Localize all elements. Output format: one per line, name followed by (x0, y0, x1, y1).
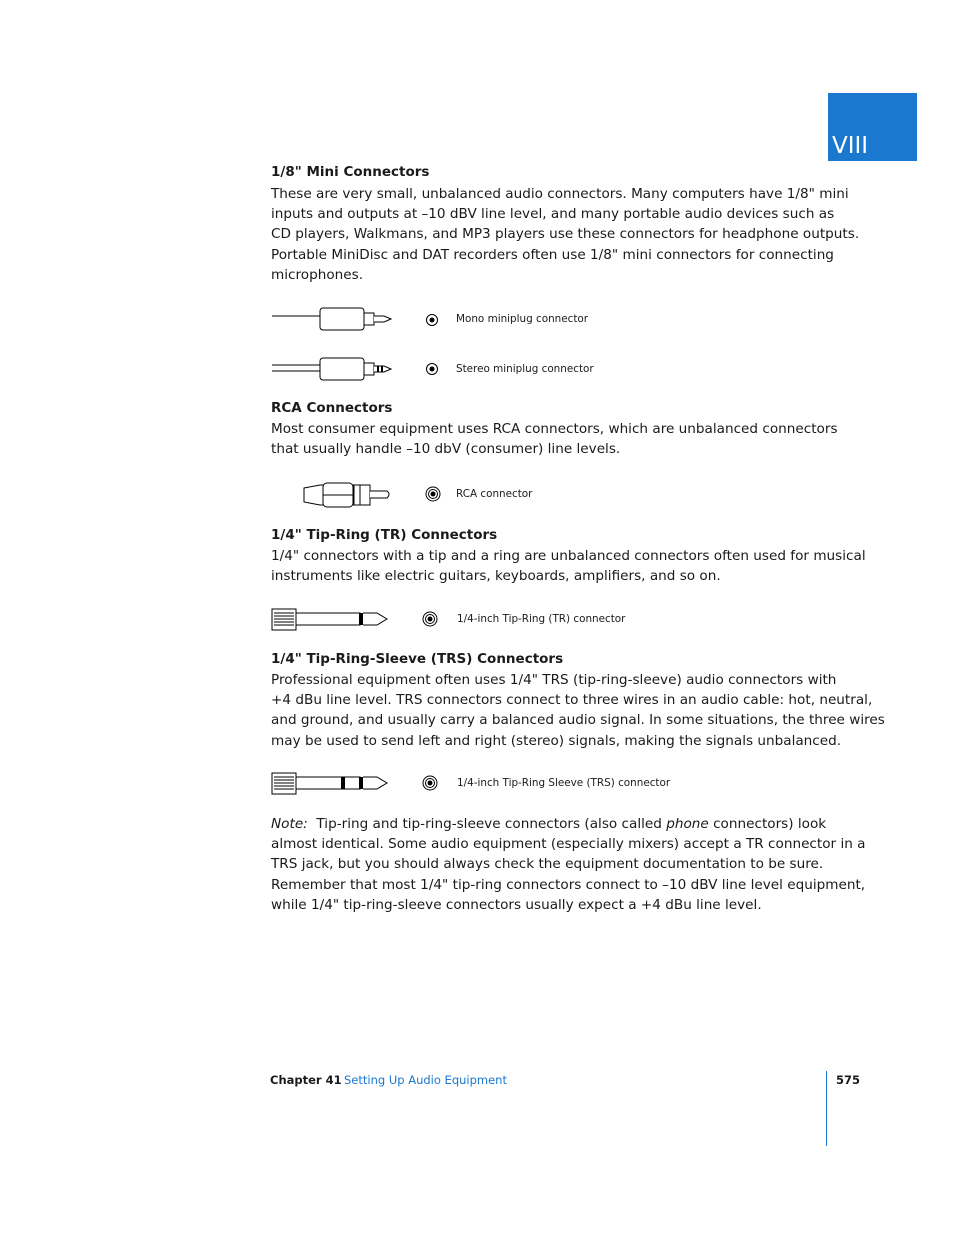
figure-caption: RCA connector (456, 488, 533, 500)
section-body (271, 419, 838, 459)
section-heading: 1/4" Tip-Ring (TR) Connectors (271, 527, 498, 543)
text-line: CD players, Walkmans, and MP3 players use these connectors for headphone outputs. (271, 226, 860, 243)
section-heading: 1/4" Tip-Ring-Sleeve (TRS) Connectors (271, 651, 564, 667)
section-body (271, 184, 859, 285)
rca-connector-illustration (300, 482, 395, 508)
target-icon (425, 486, 441, 502)
chapter-tab-label: VIII (832, 133, 869, 159)
note-paragraph (271, 814, 866, 915)
emphasis: phone (666, 816, 709, 832)
trs-connector-illustration (271, 772, 391, 796)
stereo-miniplug-illustration (272, 356, 402, 384)
text-line: that usually handle –10 dbV (consumer) line levels. (271, 441, 621, 458)
target-icon (422, 611, 438, 627)
text-line: Portable MiniDisc and DAT recorders often use 1/8" mini connectors for connecting (271, 246, 834, 263)
footer-divider (826, 1071, 827, 1146)
figure-caption: Stereo miniplug connector (456, 363, 594, 375)
target-icon (425, 313, 439, 327)
text-line: TRS jack, but you should always check the equipment documentation to be sure. (271, 856, 824, 873)
footer-chapter-link[interactable]: Setting Up Audio Equipment (344, 1073, 507, 1087)
text-line: instruments like electric guitars, keyboards, amplifiers, and so on. (271, 568, 721, 585)
text-line: may be used to send left and right (stereo) signals, making the signals unbalanced. (271, 732, 842, 749)
text-line: +4 dBu line level. TRS connectors connect to three wires in an audio cable: hot, neutral, (271, 692, 873, 709)
text-line: 1/4" connectors with a tip and a ring are unbalanced connectors often used for musical (271, 548, 866, 564)
figure-caption: 1/4-inch Tip-Ring Sleeve (TRS) connector (457, 777, 671, 789)
figure-caption: Mono miniplug connector (456, 313, 589, 325)
text-span: Tip-ring and tip-ring-sleeve connectors (also called (316, 816, 667, 832)
section-body (271, 546, 866, 586)
text-line: microphones. (271, 266, 364, 283)
text-line: Most consumer equipment uses RCA connectors, which are unbalanced connectors (271, 421, 838, 437)
text-line: almost identical. Some audio equipment (especially mixers) accept a TR connector in a (271, 836, 866, 853)
section-body (271, 670, 885, 751)
tr-connector-illustration (271, 608, 391, 632)
mono-miniplug-illustration (272, 306, 402, 334)
text-line: Professional equipment often uses 1/4" TRS (tip-ring-sleeve) audio connectors with (271, 672, 837, 688)
note-first-line (271, 814, 866, 834)
section-heading: RCA Connectors (271, 400, 393, 416)
text-line: while 1/4" tip-ring-sleeve connectors usually expect a +4 dBu line level. (271, 896, 762, 913)
target-icon (422, 775, 438, 791)
text-line: inputs and outputs at –10 dBV line level, and many portable audio devices such as (271, 206, 835, 223)
section-heading: 1/8" Mini Connectors (271, 164, 430, 180)
target-icon (425, 362, 439, 376)
chapter-tab (828, 93, 917, 161)
note-label: Note: (271, 816, 308, 832)
page-number: 575 (836, 1073, 861, 1087)
text-span: connectors) look (708, 816, 827, 832)
footer-chapter: Chapter 41 (270, 1073, 342, 1087)
figure-caption: 1/4-inch Tip-Ring (TR) connector (457, 613, 626, 625)
text-line: and ground, and usually carry a balanced audio signal. In some situations, the three wires (271, 712, 885, 729)
text-line: These are very small, unbalanced audio connectors. Many computers have 1/8" mini (271, 186, 849, 202)
text-line: Remember that most 1/4" tip-ring connectors connect to –10 dBV line level equipment, (271, 876, 866, 893)
